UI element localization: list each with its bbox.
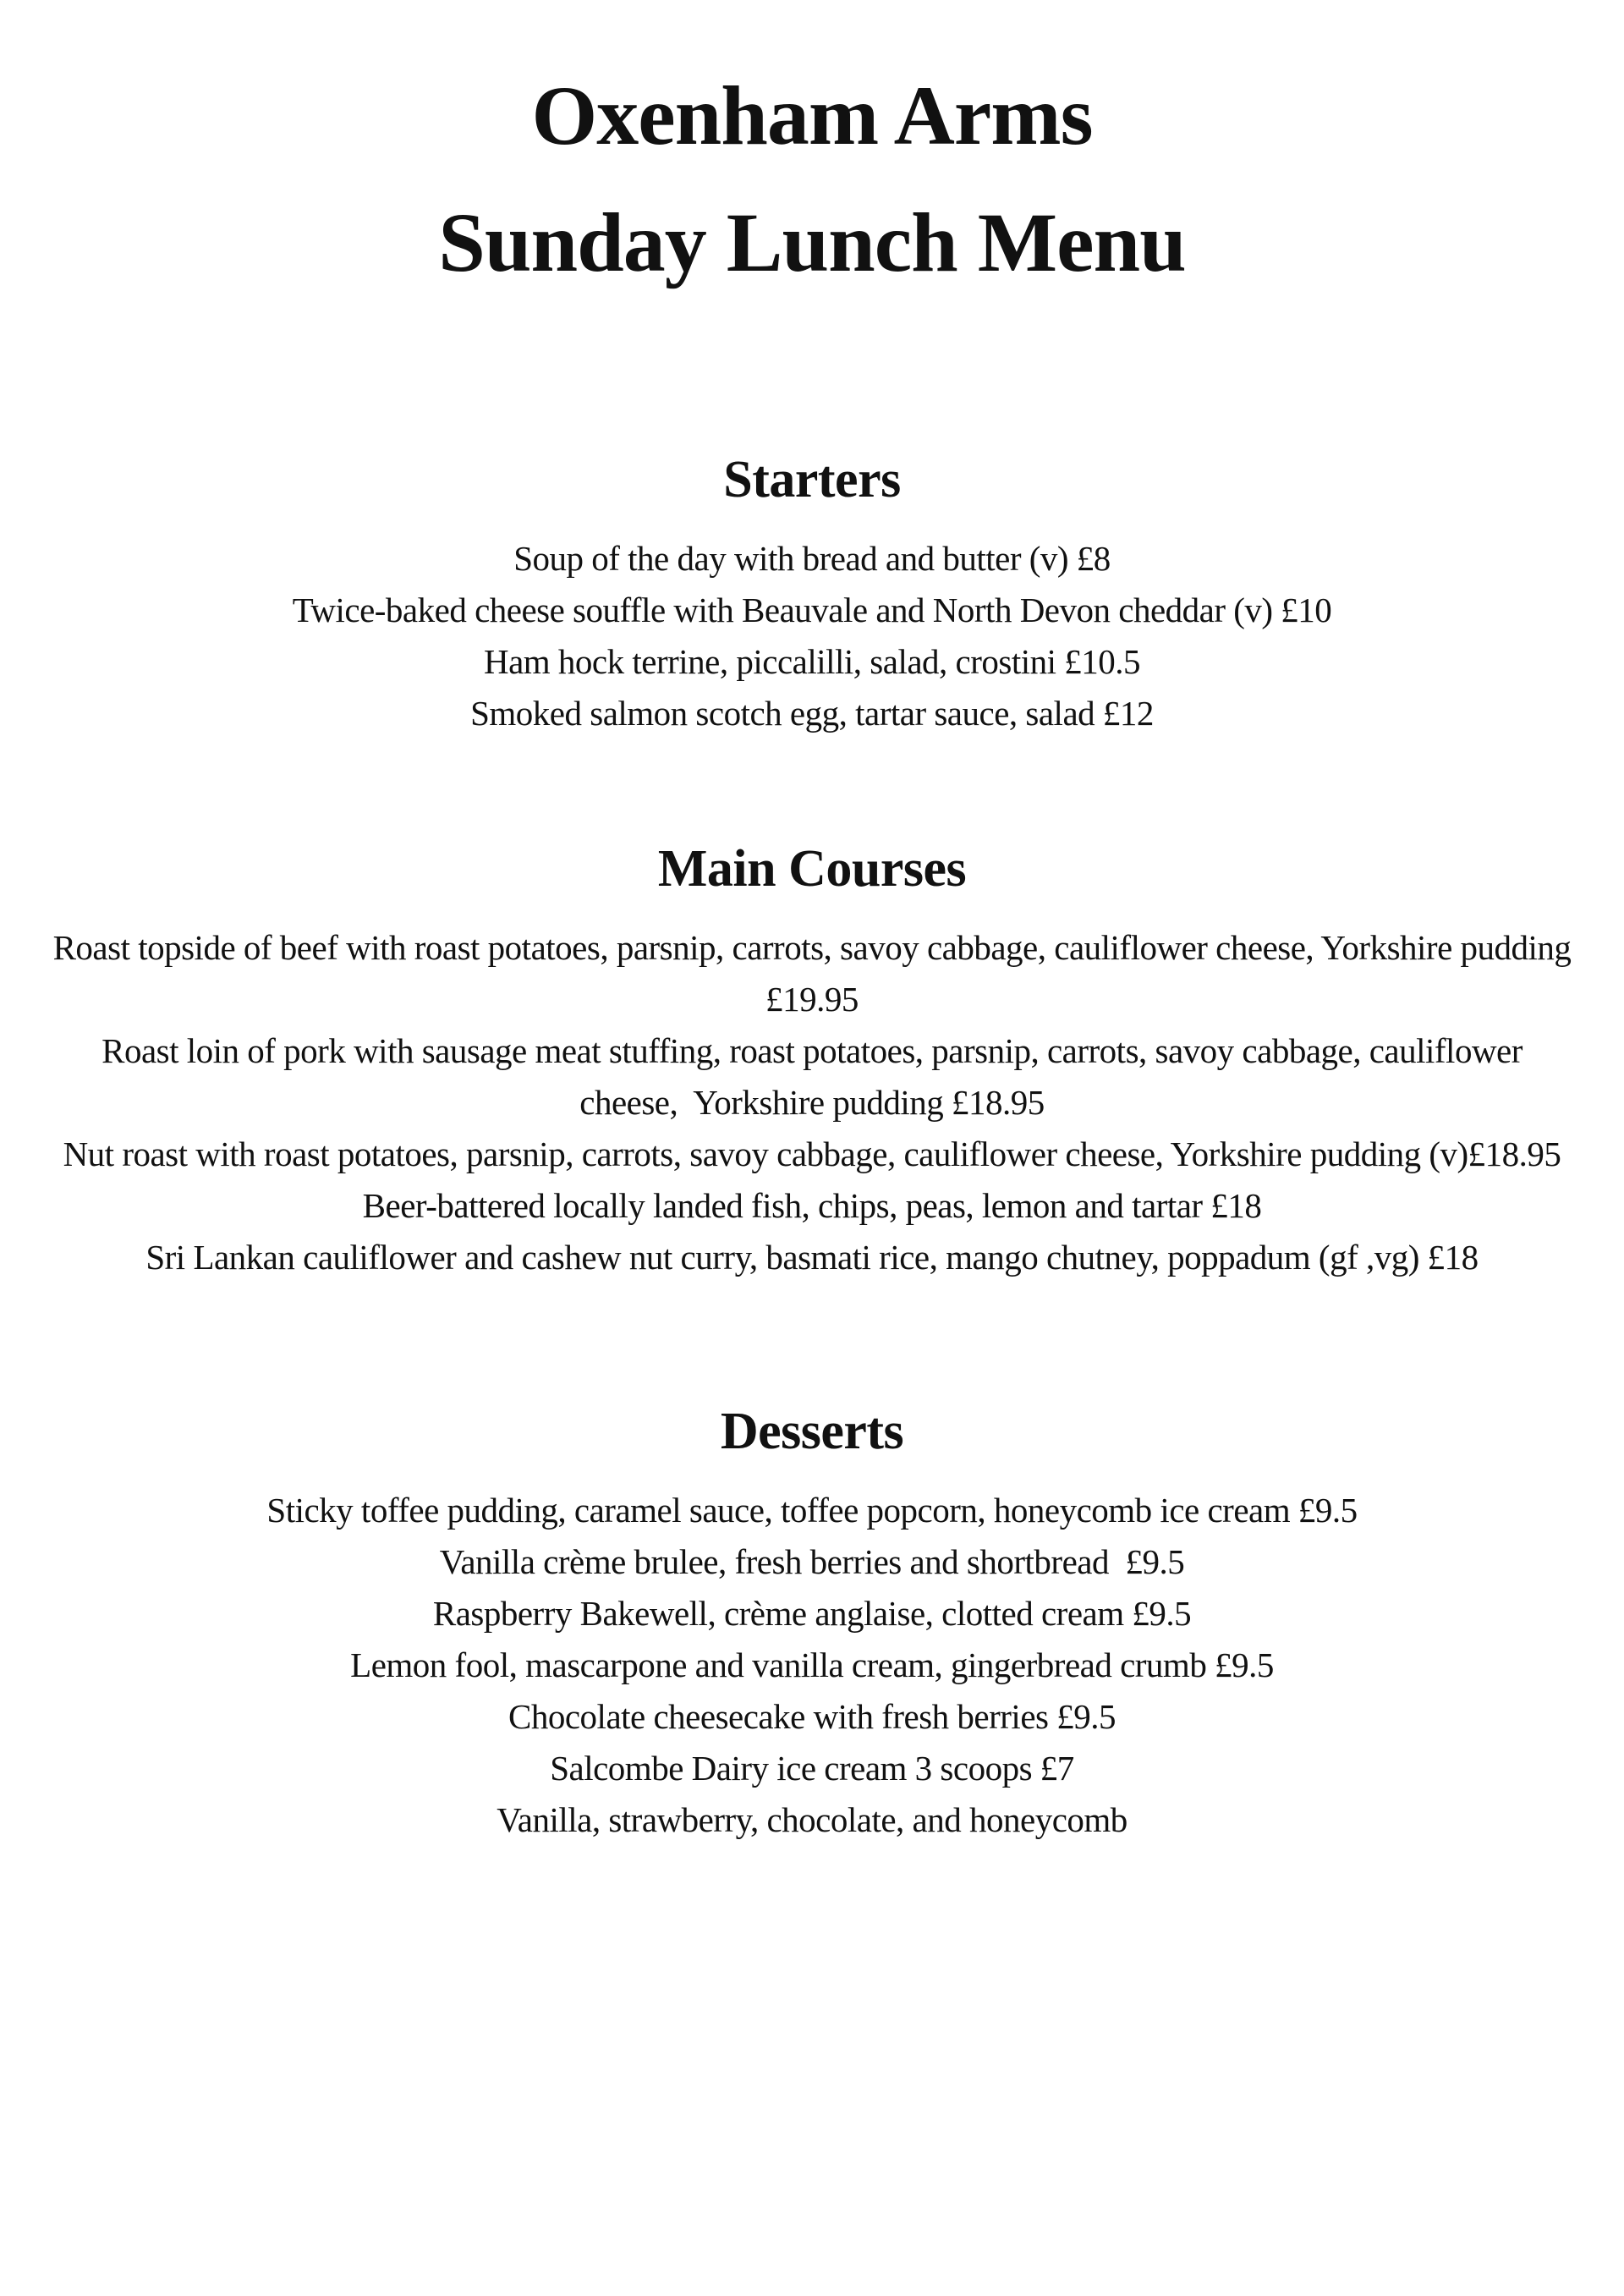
menu-item: Twice-baked cheese souffle with Beauvale and North Devon cheddar (v) £10 bbox=[292, 590, 1332, 629]
menu-item: Soup of the day with bread and butter (v) £8 bbox=[513, 539, 1111, 578]
section-items-starters bbox=[51, 533, 1573, 739]
menu-item: Ham hock terrine, piccalilli, salad, crostini £10.5 bbox=[483, 642, 1141, 681]
menu-item: Sri Lankan cauliflower and cashew nut curry, basmati rice, mango chutney, poppadum (gf ,vg) £18 bbox=[145, 1238, 1479, 1277]
menu-item: Roast topside of beef with roast potatoes, parsnip, carrots, savoy cabbage, cauliflower cheese, Yorkshire pudding £19.95 bbox=[52, 928, 1580, 1019]
section-heading-main-courses: Main Courses bbox=[657, 840, 967, 898]
menu-item: Vanilla, strawberry, chocolate, and honeycomb bbox=[497, 1800, 1127, 1839]
menu-title bbox=[0, 52, 1624, 306]
menu-title-line-2: Sunday Lunch Menu bbox=[438, 195, 1186, 289]
section-main-courses bbox=[0, 838, 1624, 1283]
section-desserts bbox=[0, 1400, 1624, 1846]
section-starters bbox=[0, 448, 1624, 739]
menu-item: Lemon fool, mascarpone and vanilla cream, gingerbread crumb £9.5 bbox=[350, 1645, 1274, 1684]
menu-item: Salcombe Dairy ice cream 3 scoops £7 bbox=[550, 1749, 1074, 1788]
menu-item: Chocolate cheesecake with fresh berries £9.5 bbox=[508, 1697, 1116, 1736]
menu-item: Raspberry Bakewell, crème anglaise, clotted cream £9.5 bbox=[432, 1594, 1192, 1633]
menu-item: Roast loin of pork with sausage meat stuffing, roast potatoes, parsnip, carrots, savoy cabbage, cauliflower cheese, Yorkshire pudding £18.95 bbox=[102, 1031, 1531, 1122]
menu-title-line-1: Oxenham Arms bbox=[531, 69, 1093, 162]
menu-item: Smoked salmon scotch egg, tartar sauce, salad £12 bbox=[470, 694, 1154, 733]
menu-item: Sticky toffee pudding, caramel sauce, toffee popcorn, honeycomb ice cream £9.5 bbox=[266, 1491, 1358, 1530]
section-heading-starters: Starters bbox=[723, 451, 901, 508]
menu-item: Nut roast with roast potatoes, parsnip, carrots, savoy cabbage, cauliflower cheese, Yorkshire pudding (v)£18.95 bbox=[63, 1134, 1561, 1173]
section-heading-desserts: Desserts bbox=[720, 1403, 904, 1460]
section-items-main-courses bbox=[51, 922, 1580, 1283]
menu-item: Vanilla crème brulee, fresh berries and shortbread £9.5 bbox=[439, 1542, 1185, 1581]
section-items-desserts bbox=[51, 1485, 1573, 1846]
menu-item: Beer-battered locally landed fish, chips, peas, lemon and tartar £18 bbox=[362, 1186, 1262, 1225]
